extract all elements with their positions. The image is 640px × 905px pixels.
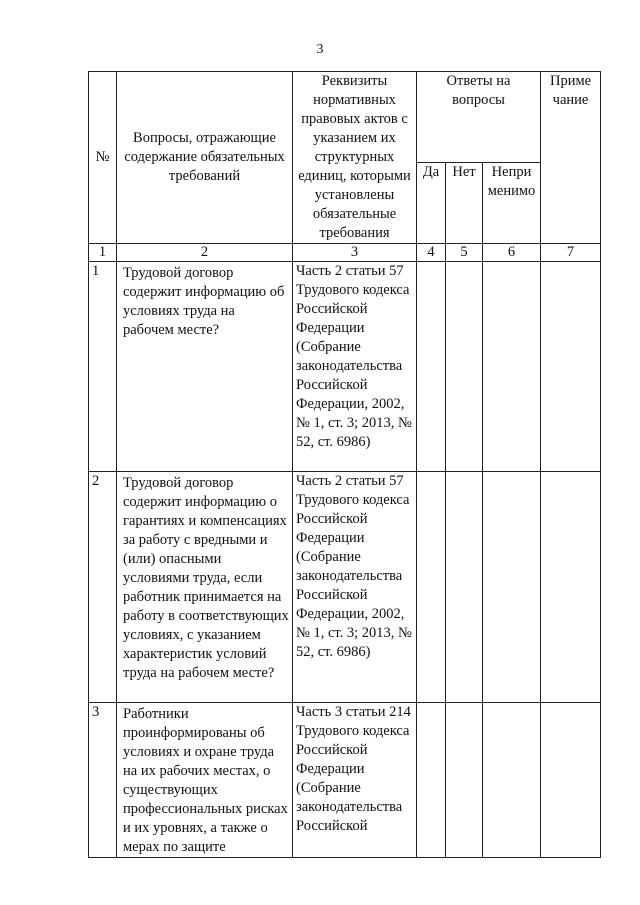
column-number: 2 xyxy=(117,244,293,262)
header-answer-no: Нет xyxy=(446,163,483,244)
answer-na-cell[interactable] xyxy=(483,703,541,858)
answer-no-cell[interactable] xyxy=(446,472,483,703)
column-number: 3 xyxy=(293,244,417,262)
row-requisites: Часть 2 статьи 57 Трудового кодекса Российской Федерации (Собрание законодательства Российской Федерации, 2002, № 1, ст. 3; 2013, № 52, ст. 6986) xyxy=(293,472,417,703)
answer-no-cell[interactable] xyxy=(446,262,483,472)
column-number-row xyxy=(89,244,601,262)
header-answer-yes: Да xyxy=(417,163,446,244)
header-answers: Ответы на вопросы xyxy=(417,72,541,163)
note-cell[interactable] xyxy=(541,703,601,858)
table-row xyxy=(89,472,601,703)
row-number: 3 xyxy=(89,703,117,858)
answer-yes-cell[interactable] xyxy=(417,703,446,858)
row-number: 2 xyxy=(89,472,117,703)
answer-no-cell[interactable] xyxy=(446,703,483,858)
header-note: Приме чание xyxy=(541,72,601,244)
answer-na-cell[interactable] xyxy=(483,472,541,703)
column-number: 7 xyxy=(541,244,601,262)
row-question: Трудовой договор содержит информацию о гарантиях и компенсациях за работу с вредными и (или) опасными условиями труда, если работник принимается на работу в соответствующих условиях, с указанием характеристик условий труда на рабочем месте? xyxy=(117,472,293,703)
row-requisites: Часть 3 статьи 214 Трудового кодекса Российской Федерации (Собрание законодательства Российской xyxy=(293,703,417,858)
answer-yes-cell[interactable] xyxy=(417,472,446,703)
page-number: 3 xyxy=(316,42,324,57)
header-row xyxy=(89,72,601,163)
column-number: 5 xyxy=(446,244,483,262)
column-number: 1 xyxy=(89,244,117,262)
note-cell[interactable] xyxy=(541,262,601,472)
answer-yes-cell[interactable] xyxy=(417,262,446,472)
answer-na-cell[interactable] xyxy=(483,262,541,472)
column-number: 4 xyxy=(417,244,446,262)
table-row xyxy=(89,703,601,858)
row-question: Трудовой договор содержит информацию об условиях труда на рабочем месте? xyxy=(117,262,293,472)
note-cell[interactable] xyxy=(541,472,601,703)
header-requisites: Реквизиты нормативных правовых актов с указанием их структурных единиц, которыми установлены обязательные требования xyxy=(293,72,417,244)
header-question: Вопросы, отражающие содержание обязательных требований xyxy=(117,72,293,244)
table-row xyxy=(89,262,601,472)
header-answer-na: Непри менимо xyxy=(483,163,541,244)
row-question: Работники проинформированы об условиях и охране труда на их рабочих местах, о существующих профессиональных рисках и их уровнях, а также о мерах по защите xyxy=(117,703,293,858)
column-number: 6 xyxy=(483,244,541,262)
row-number: 1 xyxy=(89,262,117,472)
header-num: № xyxy=(89,72,117,244)
checklist-table xyxy=(88,71,601,858)
row-requisites: Часть 2 статьи 57 Трудового кодекса Российской Федерации (Собрание законодательства Российской Федерации, 2002, № 1, ст. 3; 2013, № 52, ст. 6986) xyxy=(293,262,417,472)
